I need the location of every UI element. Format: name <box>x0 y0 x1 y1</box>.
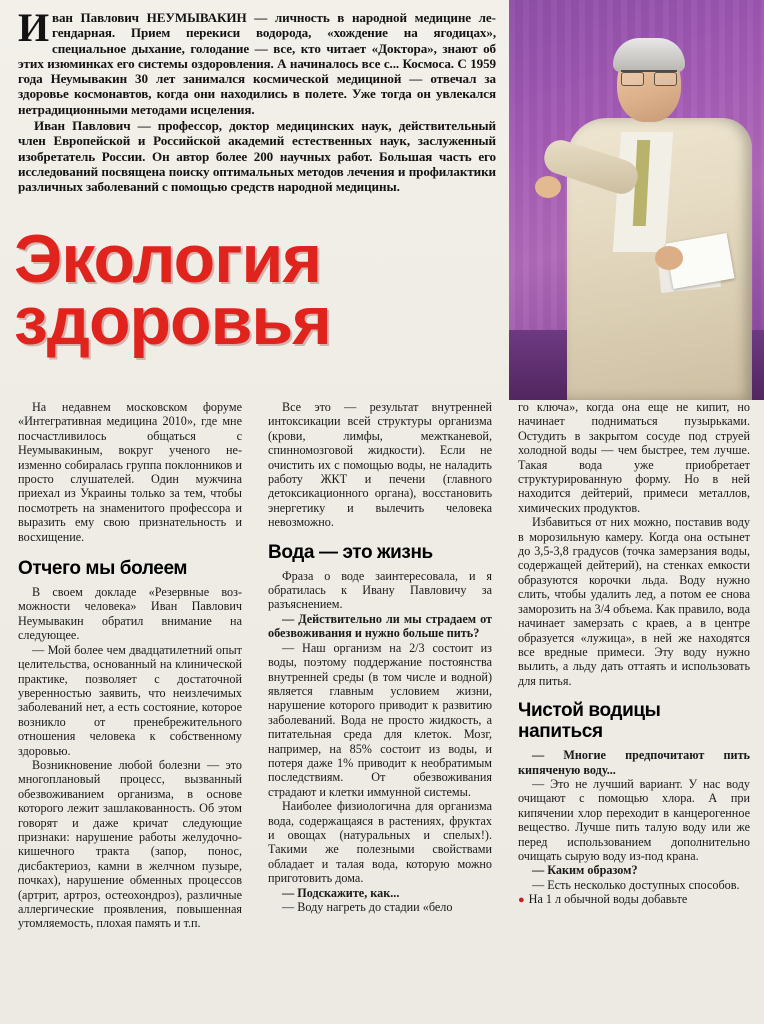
column-2 <box>268 400 492 914</box>
photo-figure-hair <box>613 38 685 72</box>
headline-line-1: Экология <box>14 221 321 297</box>
headline-line-2: здоровья <box>14 283 331 359</box>
intro-paragraph-1 <box>18 5 496 117</box>
c1-paragraph-4: Возникновение любой болезни — это многоплановый процесс, вызванный обезвоживанием организма, в основе которого лежит зашлакованность. Об этом говорят и даже кричат следующие признаки: нарушение работы желудочно-кишечного тракта (запор, понос, дисбактериоз, камни в желчном пузыре, почках), нарушение обменных процессов (артрит, артроз, остеохондроз), различные аллергические проявления, повышенная утомляемость, плохая память и т.п. <box>18 757 242 931</box>
glasses-icon <box>621 70 677 84</box>
c1-heading-1: Отчего мы болеем <box>18 558 188 580</box>
c1-paragraph-3: — Мой более чем двадцатилетний опыт целительства, основанный на клинической практике, позволяет с достаточной уверенностью заявить, что неизлечимых заболеваний нет, а есть состояние, которое возникло от пренебрежительного отношения человека к собственному здоровью. <box>18 642 242 758</box>
c1-paragraph-1: На недавнем московском форуме «Интегративная медицина 2010», где мне посчастливилось общаться с Неумывакиным, вокруг ученого неизменно собиралась группа поклонников и просто слушателей. Один мужчина приехал из Украины только за тем, чтобы посмотреть на знаменитого профессора и выразить ему свою признательность и восхищение. <box>18 400 242 544</box>
c3-heading-line-1: Чистой водицы <box>518 700 661 722</box>
article-intro <box>18 5 496 196</box>
photo-figure-hand-holding <box>655 246 683 270</box>
c2-paragraph-3: — Наш организм на 2/3 состоит из воды, поэтому поддержание постоянства внутренней среды (в том числе и водной) является главным условием жизни, нарушение которого приводит к развитию заболеваний. Вода не просто жидкость, а питательная среда для клеток. Мозг, например, на 85% состоит из воды, и потеря даже 1% приводит к необратимым последствиям. От обезвоживания страдают и клетки иммунной системы. <box>268 640 492 799</box>
c3-bullet-item: ● На 1 л обычной воды добавьте <box>518 892 750 907</box>
c3-paragraph-2: Избавиться от них можно, поставив воду в морозильную камеру. Когда она остынет до 3,5-3,8 градусов (точка замерзания воды, содержащей дейтерий), на стенках емкости образуются корочки льда. Воду нужно слить, чтобы удалить лед, а потом ее снова заморозить на 3/4 объема. Как правило, вода начинает замерзать с краев, а в центре образуется «лужица», в ней же находятся все вредные примеси. Эту воду нужно вылить, а льду дать оттаять и использовать для питья. <box>518 515 750 688</box>
column-1 <box>18 400 242 931</box>
article-columns <box>0 400 764 1024</box>
c2-heading-1: Вода — это жизнь <box>268 541 433 563</box>
c3-paragraph-3: — Это не лучший вариант. У нас воду очищают с помощью хлора. А при кипячении хлор переходит в канцерогенное вещество. Лучше пить талую воду или же перед использованием дополнительно очищать сырую воду из-под крана. <box>518 776 750 863</box>
c3-paragraph-4: — Есть несколько доступных способов. <box>532 877 740 892</box>
c3-question-1: — Многие предпочитают пить кипяченую воду... <box>518 748 750 777</box>
c2-question-2: — Подскажите, как... <box>282 885 400 900</box>
c1-paragraph-2: В своем докладе «Резервные возможности человека» Иван Павлович Неумывакин обратил внимание на следующее. <box>18 585 242 643</box>
intro-paragraph-2: Иван Павлович — профессор, доктор медицинских наук, действительный член Европейской и Российской академий естественных наук, заслуженный изобретатель России. Он автор более 200 научных работ. Большая часть его исследований посвящена поиску оптимальных методов лечения и профилактики различных заболеваний с помощью средств народной медицины. <box>18 118 496 195</box>
article-top-block <box>0 0 764 400</box>
drop-cap: И <box>18 5 50 50</box>
page-title <box>14 221 514 359</box>
c2-paragraph-4: Наиболее физиологична для организма вода, содержащаяся в растениях, фруктах и овощах (натуральных и спелых!). Такими же полезными свойствами обладает и талая вода, которую можно приготовить дома. <box>268 799 492 886</box>
author-photo <box>509 0 764 400</box>
column-3 <box>518 400 750 908</box>
c2-paragraph-5: — Воду нагреть до стадии «бело <box>282 900 453 914</box>
c3-paragraph-1: го ключа», когда она еще не кипит, но начинает подниматься пузырьками. Остудить в закрытом сосуде под струей холодной воды — чем быстрее, тем лучше. Такая вода уже приобретает структурированную форму. Но в ней находится дейтерий, примеси металлов, химических продуктов. <box>518 400 750 515</box>
c3-heading-line-2: напиться <box>518 721 603 743</box>
c2-paragraph-1: Все это — результат внутренней интоксикации всей структуры организма (крови, лимфы, межтканевой, спинномозговой жидкости). Если не очистить их с помощью воды, не наладить работу ЖКТ и печени (главного детоксикационного органа), восстановить энергетику и вылечить человека невозможно. <box>268 400 492 530</box>
c2-paragraph-2: Фраза о воде заинтересовала, и я обратилась к Ивану Павловичу за разъяснением. <box>268 568 492 612</box>
c3-question-2: — Каким образом? <box>532 863 638 878</box>
photo-figure-hand <box>535 176 561 198</box>
intro-text-1: ван Павлович НЕУМЫВАКИН — личность в народной медицине легендарная. Прием перекиси водорода, «хождение на ягодицах», специальное дыхание, голодание — все, кто читает «Доктора», знают об этих изюминках его системы оздоровления. А начиналось все с... Космоса. С 1959 года Неумывакин 30 лет занимался космической медициной — отвечал за здоровье космонавтов, когда они находились в полете. Уже тогда он увлекался нетрадиционными методами исцеления. <box>18 10 496 117</box>
c2-question-1: — Действительно ли мы страдаем от обезвоживания и нужно больше пить? <box>268 611 492 641</box>
c3-heading-1 <box>518 700 750 742</box>
